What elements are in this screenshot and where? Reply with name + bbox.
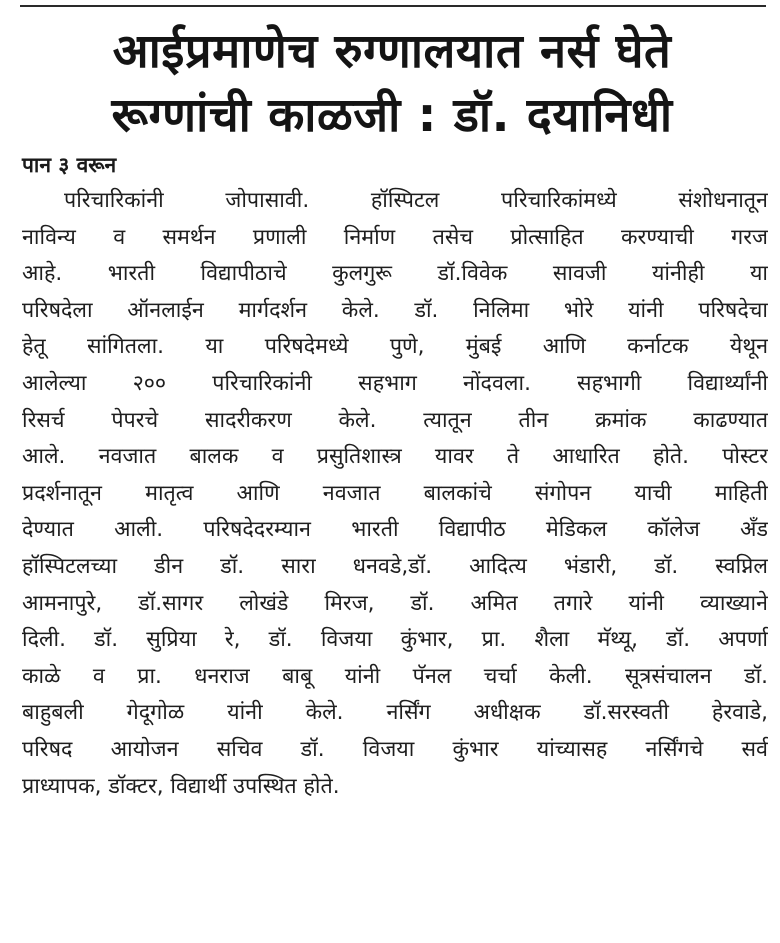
body-line: बाहुबली गेदूगोळ यांनी केले. नर्सिंग अधीक्षक डॉ.सरस्वती हेरवाडे, [22,700,768,726]
body-line: आले. नवजात बालक व प्रसुतिशास्त्र यावर ते आधारित होते. पोस्टर [22,444,768,470]
body-line: आमनापुरे, डॉ.सागर लोखंडे मिरज, डॉ. अमित तगारे यांनी व्याख्याने [22,590,768,616]
body-line: हॉस्पिटलच्या डीन डॉ. सारा धनवडे,डॉ. आदित्य भंडारी, डॉ. स्वप्निल [22,553,768,579]
body-line: देण्यात आली. परिषदेदरम्यान भारती विद्यापीठ मेडिकल कॉलेज अँड [22,517,768,543]
body-line: रिसर्च पेपरचे सादरीकरण केले. त्यातून तीन क्रमांक काढण्यात [22,407,768,433]
body-line: प्राध्यापक, डॉक्टर, विद्यार्थी उपस्थित होते. [22,773,340,799]
continued-from-label: पान ३ वरून [22,153,117,177]
body-line: प्रदर्शनातून मातृत्व आणि नवजात बालकांचे संगोपन याची माहिती [22,480,768,506]
body-line: दिली. डॉ. सुप्रिया रे, डॉ. विजया कुंभार, प्रा. शैला मॅथ्यू, डॉ. अपर्णा [22,627,768,653]
body-line: आलेल्या २०० परिचारिकांनी सहभाग नोंदवला. सहभागी विद्यार्थ्यांनी [22,370,768,396]
body-line: नाविन्य व समर्थन प्रणाली निर्माण तसेच प्रोत्साहित करण्याची गरज [22,224,768,250]
top-rule-divider [20,5,766,7]
body-line: परिषद आयोजन सचिव डॉ. विजया कुंभार यांच्यासह नर्सिंगचे सर्व [22,736,768,762]
body-line: परिषदेला ऑनलाईन मार्गदर्शन केले. डॉ. निलिमा भोरे यांनी परिषदेचा [22,297,768,323]
body-line: काळे व प्रा. धनराज बाबू यांनी पॅनल चर्चा केली. सूत्रसंचालन डॉ. [22,663,768,689]
article-body [22,183,768,805]
headline-line-1: आईप्रमाणेच रुग्णालयात नर्स घेते [112,24,672,79]
headline [16,20,768,148]
headline-line-2: रूग्णांची काळजी : डॉ. दयानिधी [111,88,673,143]
body-line: हेतू सांगितला. या परिषदेमध्ये पुणे, मुंबई आणि कर्नाटक येथून [22,334,768,360]
body-line: परिचारिकांनी जोपासावी. हॉस्पिटल परिचारिकांमध्ये संशोधनातून [64,188,768,213]
body-line: आहे. भारती विद्यापीठाचे कुलगुरू डॉ.विवेक सावजी यांनीही या [22,261,768,287]
